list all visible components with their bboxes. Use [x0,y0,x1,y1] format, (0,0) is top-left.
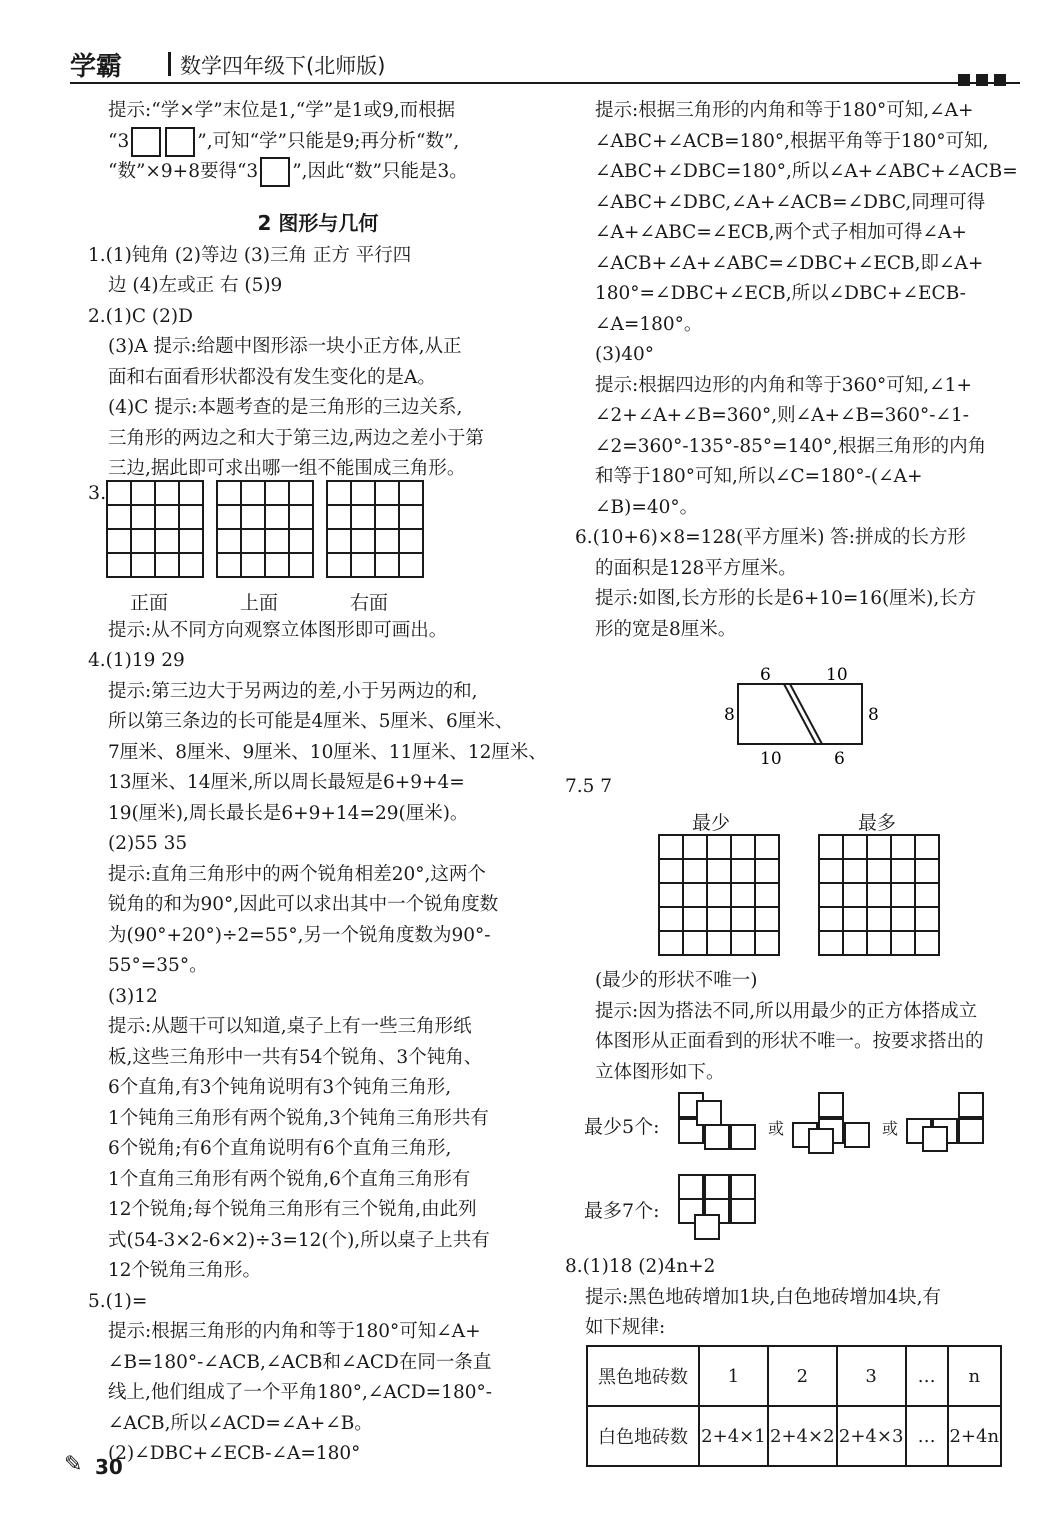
cut-line [790,684,822,744]
text-line: 提示:如图,长方形的长是6+10=16(厘米),长方 [595,588,977,609]
text-line: (3)A 提示:给题中图形添一块小正方体,从正 [108,336,462,357]
text-line: (3)12 [108,985,158,1007]
text-line: 的面积是128平方厘米。 [595,557,797,579]
grid-right [326,480,424,578]
text-line: (2)55 35 [108,833,188,854]
left-column [88,96,548,188]
text-line: 立体图形如下。 [595,1061,725,1083]
dim-label: 10 [760,749,782,769]
q8-block [565,1252,1025,1344]
label-min: 最少 [692,812,731,834]
text-line: 4.(1)19 29 [88,650,185,671]
text-line: ∠A+∠ABC=∠ECB,两个式子相加可得∠A+ [595,222,967,243]
table-cell: 1 [699,1346,768,1406]
text-line: 19(厘米),周长最长是6+9+14=29(厘米)。 [108,802,469,824]
text-line: 提示:根据三角形的内角和等于180°可知∠A+ [108,1321,481,1342]
table-row [587,1406,1001,1466]
text-line: 提示:根据三角形的内角和等于180°可知,∠A+ [595,100,974,121]
text-line: ∠A=180°。 [595,313,703,335]
dim-label: 8 [724,705,735,725]
text-line: 三角形的两边之和大于第三边,两边之差小于第 [108,427,484,449]
text-line: ∠ACB+∠A+∠ABC=∠DBC+∠ECB,即∠A+ [595,252,984,274]
table-cell: 2+4×1 [699,1406,768,1466]
text-line: 6个锐角;有6个直角说明有6个直角三角形, [108,1138,452,1159]
brand-logo: 学霸 [70,52,123,82]
table-row [587,1346,1001,1406]
left-column-3 [88,646,548,1470]
table-cell: 2 [768,1346,837,1406]
text-line: 提示:黑色地砖增加1块,白色地砖增加4块,有 [585,1286,942,1308]
text-line: (最少的形状不唯一) [595,970,758,991]
cube-stack-1 [678,1092,764,1152]
right-column [575,96,1035,645]
dim-label: 6 [834,749,845,769]
text-line: ∠B)=40°。 [595,496,699,518]
text-line: 所以第三条边的长可能是4厘米、5厘米、6厘米、 [108,711,514,732]
grid-top [216,480,314,578]
text-line: ∠ABC+∠DBC,∠A+∠ACB=∠DBC,同理可得 [595,191,986,213]
text-line: “3 ”,可知“学”只能是9;再分析“数”, [88,127,548,158]
text-line: 提示:根据四边形的内角和等于360°可知,∠1+ [595,374,972,396]
text-line: (2)∠DBC+∠ECB-∠A=180° [108,1443,361,1464]
text-line: 提示:因为搭法不同,所以用最少的正方体搭成立 [595,1000,978,1022]
text-line: 为(90°+20°)÷2=55°,另一个锐角度数为90°- [108,924,491,946]
header-divider [168,52,171,76]
text-line: 板,这些三角形中一共有54个锐角、3个钝角、 [108,1046,483,1068]
text-line: 5.(1)= [88,1290,148,1312]
text-line: 180°=∠DBC+∠ECB,所以∠DBC+∠ECB- [595,283,966,304]
text-line: 和等于180°可知,所以∠C=180°-(∠A+ [595,466,923,487]
text-line: 2.(1)C (2)D [88,305,193,327]
cube-stack-3 [906,1092,992,1156]
text-line: 6.(10+6)×8=128(平方厘米) 答:拼成的长方形 [575,527,967,548]
rectangle-figure [710,660,910,770]
square-icon [994,74,1006,86]
or-label: 或 [882,1119,899,1138]
text-line: 提示:“学×学”末位是1,“学”是1或9,而根据 [108,100,456,121]
text-line: (3)40° [595,344,654,365]
text-line: ∠ACB,所以∠ACD=∠A+∠B。 [108,1412,373,1434]
table-cell: 白色地砖数 [587,1406,699,1466]
text-line: ∠B=180°-∠ACB,∠ACB和∠ACD在同一条直 [108,1351,492,1373]
q7-block [565,772,1025,803]
text-line: “数”×9+8要得“3 ”,因此“数”只能是3。 [88,157,548,188]
text-line: 6个直角,有3个钝角说明有3个钝角三角形, [108,1077,452,1098]
table-cell: … [906,1346,948,1406]
text-line: 三边,据此即可求出哪一组不能围成三角形。 [108,458,466,479]
label-max: 最多 [858,812,897,834]
text-line: 提示:第三边大于另两边的差,小于另两边的和, [108,680,478,702]
text-line: 13厘米、14厘米,所以周长最短是6+9+4= [108,772,465,793]
page-number: 30 [95,1455,123,1479]
text-line: ∠ABC+∠DBC=180°,所以∠A+∠ABC+∠ACB= [595,161,1018,182]
table-cell: 黑色地砖数 [587,1346,699,1406]
text-line: 线上,他们组成了一个平角180°,∠ACD=180°- [108,1382,492,1403]
text-line: ∠2=360°-135°-85°=140°,根据三角形的内角 [595,435,987,457]
grid-front [106,480,204,578]
text-line: 7厘米、8厘米、9厘米、10厘米、11厘米、12厘米、 [108,741,547,763]
table-cell: n [948,1346,1001,1406]
text-line: 式(54-3×2-6×2)÷3=12(个),所以桌子上共有 [108,1229,490,1251]
text-line: 1个直角三角形有两个锐角,6个直角三角形有 [108,1168,471,1190]
question-number: 3. [88,482,107,504]
text-line: 1个钝角三角形有两个锐角,3个钝角三角形共有 [108,1107,489,1129]
text-line: 提示:从题干可以知道,桌子上有一些三角形纸 [108,1016,472,1037]
text-line: 边 (4)左或正 右 (5)9 [108,275,283,296]
label-max-cubes: 最多7个: [584,1200,660,1222]
text-line: 1.(1)钝角 (2)等边 (3)三角 正方 平行四 [88,244,412,266]
book-title: 数学四年级下(北师版) [180,54,386,78]
table-cell: 2+4×2 [768,1406,837,1466]
text-line: 提示:直角三角形中的两个锐角相差20°,这两个 [108,863,486,885]
dim-label: 10 [826,665,848,685]
text-line: (4)C 提示:本题考查的是三角形的三边关系, [108,397,463,418]
table-cell: 2+4n [948,1406,1001,1466]
q3-hint-block [88,616,548,647]
cut-line [784,684,816,744]
cube-stack-2 [792,1092,878,1156]
text-line: 锐角的和为90°,因此可以求出其中一个锐角度数 [108,894,499,915]
dim-label: 8 [868,705,879,725]
header-rule [70,82,1020,84]
grid-max [818,834,940,956]
grid-min [658,834,780,956]
text-line: 12个锐角三角形。 [108,1260,262,1281]
text-line: 提示:从不同方向观察立体图形即可画出。 [108,620,448,641]
right-column-2 [575,966,1035,1088]
text-line: 8.(1)18 (2)4n+2 [565,1256,716,1277]
page-header [70,42,1020,82]
or-label: 或 [768,1119,785,1138]
text-line: 体图形从正面看到的形状不唯一。按要求搭出的 [595,1031,984,1052]
square-icon [958,74,970,86]
label-front: 正面 [130,592,169,614]
label-top: 上面 [240,592,279,614]
label-min-cubes: 最少5个: [584,1116,660,1138]
text-line: 55°=35°。 [108,955,208,976]
tile-table [586,1345,1002,1467]
text-line: 形的宽是8厘米。 [595,618,737,640]
text-line: 如下规律: [585,1317,666,1338]
table-cell: … [906,1406,948,1466]
pencil-icon: ✎ [64,1452,83,1477]
section-title: 2 图形与几何 [257,211,379,235]
text-line: 12个锐角;每个锐角三角形有三个锐角,由此列 [108,1199,477,1220]
text-line: ∠ABC+∠ACB=180°,根据平角等于180°可知, [595,130,989,152]
left-column-2 [88,206,548,485]
text-line: ∠2+∠A+∠B=360°,则∠A+∠B=360°-∠1- [595,405,969,426]
dim-label: 6 [760,665,771,685]
table-cell: 3 [837,1346,906,1406]
label-right: 右面 [350,592,389,614]
text-line: 面和右面看形状都没有发生变化的是A。 [108,366,436,388]
table-cell: 2+4×3 [837,1406,906,1466]
text-line: 7.5 7 [565,776,613,797]
cube-stack-4 [678,1174,764,1248]
square-icon [976,74,988,86]
